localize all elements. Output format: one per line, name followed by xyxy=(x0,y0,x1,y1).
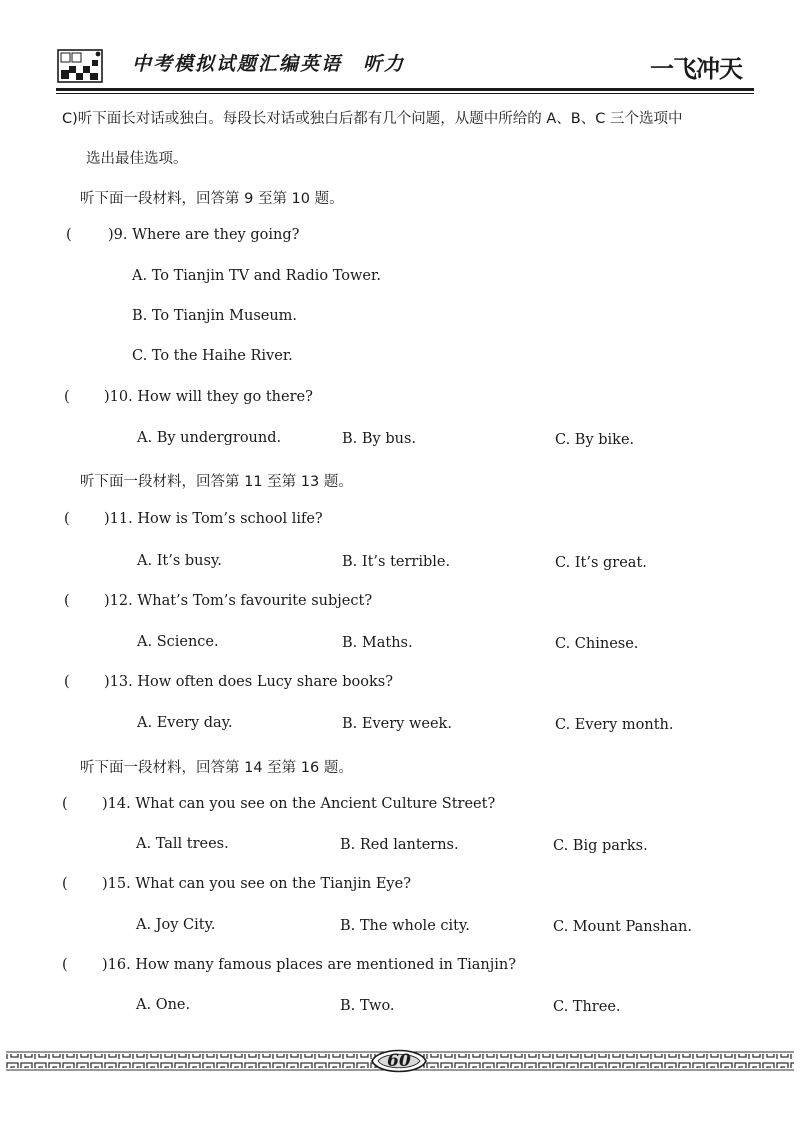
answer-bracket[interactable]: ( xyxy=(64,593,70,609)
option-10-b[interactable]: B. By bus. xyxy=(342,431,417,447)
option-9-b[interactable]: B. To Tianjin Museum. xyxy=(132,308,298,324)
option-15-a[interactable]: A. Joy City. xyxy=(136,917,216,933)
header-logo-pattern xyxy=(56,48,106,84)
option-10-c[interactable]: C. By bike. xyxy=(555,432,635,448)
header-title: 中考模拟试题汇编英语 听力 xyxy=(132,53,406,75)
option-15-c[interactable]: C. Mount Panshan. xyxy=(553,919,692,935)
page-number: 60 xyxy=(387,1051,411,1071)
group-intro: 听下面一段材料，回答第 14 至第 16 题。 xyxy=(80,760,353,776)
option-13-c[interactable]: C. Every month. xyxy=(555,717,674,733)
group-intro: 听下面一段材料，回答第 11 至第 13 题。 xyxy=(80,474,353,490)
question-14: )14. What can you see on the Ancient Culture Street? xyxy=(102,796,496,812)
option-16-a[interactable]: A. One. xyxy=(136,997,191,1013)
section-instruction: C)听下面长对话或独白。每段长对话或独白后都有几个问题，从题中所给的 A、B、C 三个选项中 xyxy=(62,111,683,127)
question-10: )10. How will they go there? xyxy=(104,389,313,405)
option-9-c[interactable]: C. To the Haihe River. xyxy=(132,348,293,364)
option-12-b[interactable]: B. Maths. xyxy=(342,635,413,651)
question-11: )11. How is Tom’s school life? xyxy=(104,511,323,527)
answer-bracket[interactable]: ( xyxy=(64,389,70,405)
header-divider-thin xyxy=(56,93,754,94)
option-12-c[interactable]: C. Chinese. xyxy=(555,636,639,652)
header-brand: 一飞冲天 xyxy=(650,55,742,83)
answer-bracket[interactable]: ( xyxy=(64,511,70,527)
group-intro: 听下面一段材料，回答第 9 至第 10 题。 xyxy=(80,191,344,207)
option-11-b[interactable]: B. It’s terrible. xyxy=(342,554,451,570)
option-13-a[interactable]: A. Every day. xyxy=(137,715,233,731)
header-divider xyxy=(56,88,754,91)
option-14-c[interactable]: C. Big parks. xyxy=(553,838,648,854)
option-11-a[interactable]: A. It’s busy. xyxy=(137,553,222,569)
question-12: )12. What’s Tom’s favourite subject? xyxy=(104,593,373,609)
question-16: )16. How many famous places are mentioned in Tianjin? xyxy=(102,957,517,973)
option-10-a[interactable]: A. By underground. xyxy=(137,430,282,446)
answer-bracket[interactable]: ( xyxy=(62,796,68,812)
option-12-a[interactable]: A. Science. xyxy=(137,634,219,650)
answer-bracket[interactable]: ( xyxy=(62,957,68,973)
section-instruction-continued: 选出最佳选项。 xyxy=(86,151,188,167)
option-9-a[interactable]: A. To Tianjin TV and Radio Tower. xyxy=(132,268,381,284)
answer-bracket[interactable]: ( xyxy=(64,674,70,690)
question-13: )13. How often does Lucy share books? xyxy=(104,674,393,690)
option-16-c[interactable]: C. Three. xyxy=(553,999,621,1015)
answer-bracket[interactable]: ( xyxy=(66,227,72,243)
option-11-c[interactable]: C. It’s great. xyxy=(555,555,647,571)
question-9: )9. Where are they going? xyxy=(108,227,300,243)
option-13-b[interactable]: B. Every week. xyxy=(342,716,452,732)
question-15: )15. What can you see on the Tianjin Eye? xyxy=(102,876,411,892)
option-16-b[interactable]: B. Two. xyxy=(340,998,395,1014)
option-15-b[interactable]: B. The whole city. xyxy=(340,918,470,934)
option-14-b[interactable]: B. Red lanterns. xyxy=(340,837,459,853)
answer-bracket[interactable]: ( xyxy=(62,876,68,892)
option-14-a[interactable]: A. Tall trees. xyxy=(136,836,229,852)
